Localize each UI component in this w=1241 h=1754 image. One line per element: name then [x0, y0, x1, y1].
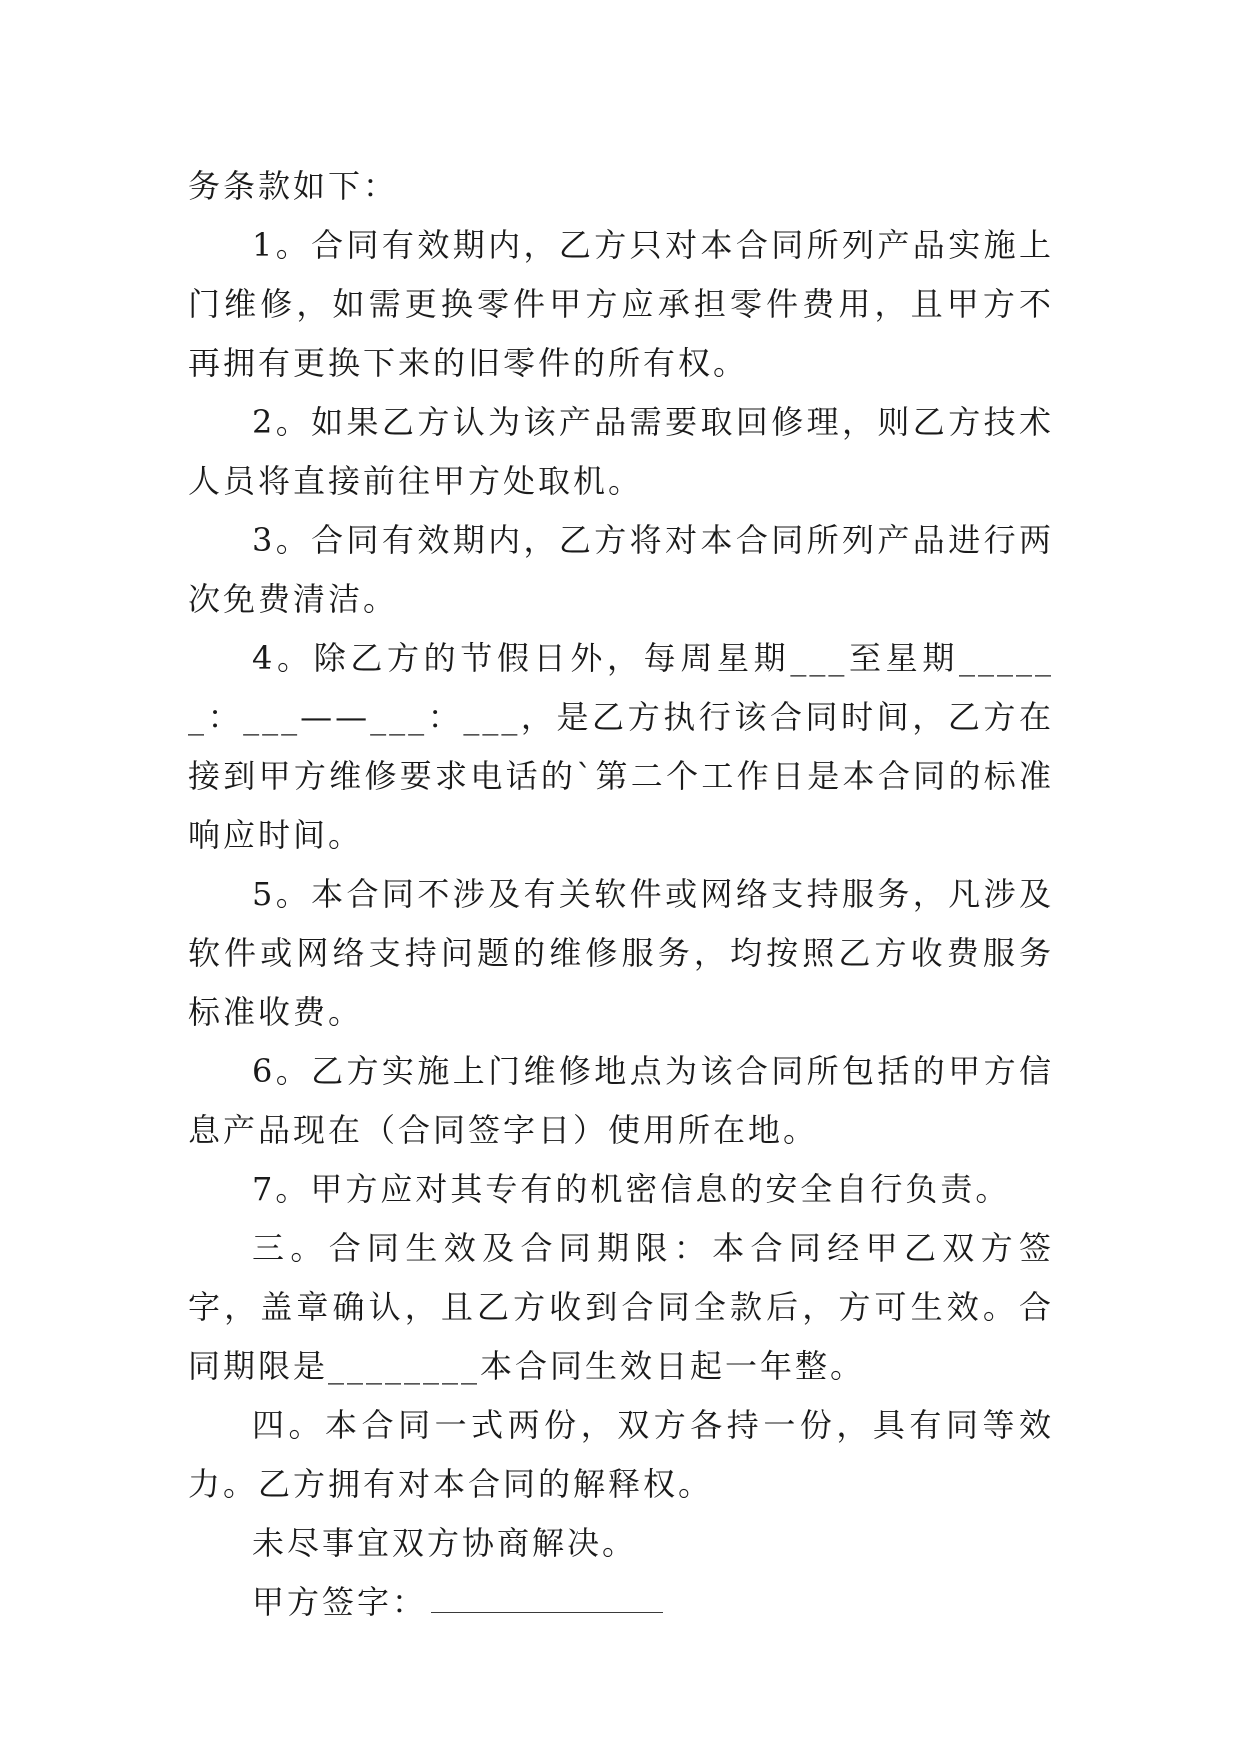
unresolved-matters: 未尽事宜双方协商解决。 — [252, 1524, 638, 1562]
signature-field[interactable] — [431, 1582, 663, 1613]
clause-3: 3。合同有效期内，乙方将对本合同所列产品进行两次免费清洁。 — [188, 521, 1054, 618]
clause-4: 4。除乙方的节假日外，每周星期___至星期______：___——___：___，是乙方执行该合同时间，乙方在接到甲方维修要求电话的`第二个工作日是本合同的标准响应时间。 — [188, 639, 1054, 854]
paragraph-continuation: 务条款如下： — [188, 167, 399, 205]
section-four-copies: 四。本合同一式两份，双方各持一份，具有同等效力。乙方拥有对本合同的解释权。 — [188, 1406, 1054, 1503]
signature-row — [188, 1573, 1054, 1632]
clause-6: 6。乙方实施上门维修地点为该合同所包括的甲方信息产品现在（合同签字日）使用所在地。 — [188, 1052, 1054, 1149]
clause-7: 7。甲方应对其专有的机密信息的安全自行负责。 — [252, 1170, 1011, 1208]
document-body — [188, 157, 1054, 1632]
clause-2: 2。如果乙方认为该产品需要取回修理，则乙方技术人员将直接前往甲方处取机。 — [188, 403, 1054, 500]
section-three-validity: 三。合同生效及合同期限：本合同经甲乙双方签字，盖章确认，且乙方收到合同全款后，方可生效。合同期限是________本合同生效日起一年整。 — [188, 1229, 1054, 1385]
signature-label: 甲方签字： — [252, 1583, 428, 1621]
clause-1: 1。合同有效期内，乙方只对本合同所列产品实施上门维修，如需更换零件甲方应承担零件费用，且甲方不再拥有更换下来的旧零件的所有权。 — [188, 226, 1054, 382]
clause-5: 5。本合同不涉及有关软件或网络支持服务，凡涉及软件或网络支持问题的维修服务，均按照乙方收费服务标准收费。 — [188, 875, 1054, 1031]
